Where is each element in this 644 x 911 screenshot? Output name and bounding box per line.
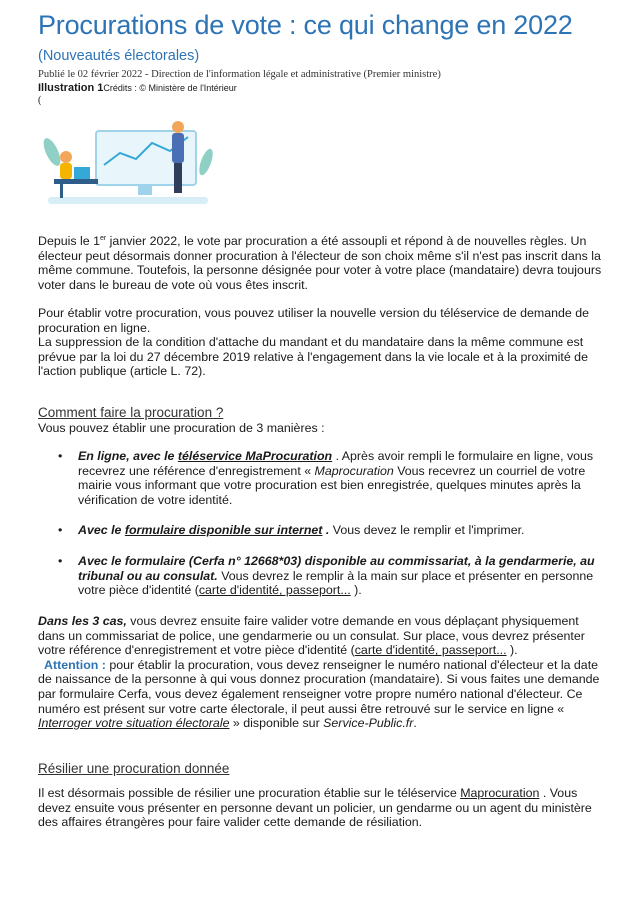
section-heading-resilier: Résilier une procuration donnée: [38, 761, 230, 776]
desk-leg: [60, 184, 63, 198]
ground-shadow: [48, 197, 208, 204]
resilier-paragraph: Il est désormais possible de résilier une procuration établie sur le téléservice Maprocuration . Vous devez ensuite vous présenter en personne devant un policier, un gendarme ou un agent du ministère des affaires étrangères pour faire valider cette demande de résiliation.: [38, 786, 592, 830]
service-public-site: Service-Public.fr: [323, 716, 414, 731]
electoral-situation-link[interactable]: Interroger votre situation électorale: [38, 716, 230, 731]
leaf-left: [40, 136, 64, 168]
procuration-methods-list: [40, 449, 610, 614]
sitting-person-body: [60, 163, 72, 179]
online-form-link[interactable]: formulaire disponible sur internet: [124, 523, 323, 538]
id-documents-link[interactable]: carte d'identité, passeport...: [198, 583, 351, 598]
list-item: • Avec le formulaire (Cerfa n° 12668*03) disponible au commissariat, à la gendarmerie, au tribunal ou au consulat. Vous devrez le remplir à la main sur place et présenter en personne votre pièce d'identité (carte d'identité, passeport... ).: [58, 553, 595, 598]
bullet-dot: •: [58, 523, 63, 538]
standing-person-body: [172, 133, 184, 163]
maprocuration-link[interactable]: Maprocuration: [460, 786, 540, 800]
intro-paragraphs-2-3: [38, 306, 608, 379]
bullet-dot: •: [58, 449, 63, 463]
screen-stand: [138, 185, 152, 195]
publication-line: Publié le 02 février 2022 - Direction de l'information légale et administrative (Premier ministre): [38, 69, 441, 80]
leaf-right: [197, 147, 216, 177]
illustration-label: Illustration 1: [38, 82, 104, 94]
sitting-person-head: [60, 151, 72, 163]
illustration-caption: [38, 82, 237, 94]
list-item: • Avec le formulaire disponible sur internet . Vous devez le remplir et l'imprimer.: [58, 523, 525, 538]
laptop: [74, 167, 90, 179]
standing-person-legs: [174, 163, 182, 193]
section-heading-procuration: Comment faire la procuration ?: [38, 405, 224, 420]
all-cases-paragraph: Dans les 3 cas, vous devrez ensuite faire valider votre demande en vous déplaçant physiquement dans un commissariat de police, une gendarmerie ou un consulat. Sur place, vous devrez présenter votre référence d'enregistrement et votre pièce d'identité (carte d'identité, passeport... ). Attention : pour établir la procuration, vous devez renseigner le numéro national d'électeur et la date de naissance de la personne à qui vous donnez procuration (mandataire). Si vous faites une demande par formulaire Cerfa, vous devez également renseigner votre propre numéro national d'électeur. Ce numéro est présent sur votre carte électorale, il peut aussi être retrouvé sur le service en ligne « Interroger votre situation électorale » disponible sur Service-Public.fr.: [38, 614, 600, 731]
intro-paragraph-1: Depuis le 1er janvier 2022, le vote par procuration a été assoupli et répond à de nouvelles règles. Un électeur peut désormais donner procuration à l'électeur de son choix même s'il n'est pas inscrit dans la même commune. Toutefois, la personne désignée pour voter à votre place (mandataire) devra toujours voter dans le bureau de vote où vous êtes inscrit.: [38, 234, 602, 292]
section1-lead: Vous pouvez établir une procuration de 3 manières :: [38, 421, 325, 435]
list-item: • En ligne, avec le téléservice MaProcuration . Après avoir rempli le formulaire en ligne, vous recevrez une référence d'enregistrement « Maprocuration Vous recevrez un courriel de votre mairie vous informant que votre procuration est bien enregistrée, quelques minutes après la vérification de votre identité.: [58, 449, 594, 507]
illustration-credits: Crédits : © Ministère de l'Intérieur: [103, 83, 237, 93]
voting-illustration: [38, 117, 216, 207]
standing-person-head: [172, 121, 184, 133]
teleservice-link[interactable]: téléservice MaProcuration: [177, 449, 333, 463]
bullet-dot: •: [58, 553, 63, 568]
open-paren: (: [38, 95, 42, 106]
page-subtitle: (Nouveautés électorales): [38, 48, 200, 64]
page-title: Procurations de vote : ce qui change en 2022: [38, 10, 573, 40]
intro-paragraph-3: La suppression de la condition d'attache du mandant et du mandataire dans la même commune est prévue par la loi du 27 décembre 2019 relative à l'engagement dans la vie locale et à la proximité de l'action publique (article L. 72).: [38, 335, 588, 379]
id-documents-link-2[interactable]: carte d'identité, passeport...: [354, 643, 507, 658]
desk: [54, 179, 98, 184]
attention-label: Attention :: [44, 657, 106, 672]
intro-paragraph-2: Pour établir votre procuration, vous pouvez utiliser la nouvelle version du téléservice de demande de procuration en ligne.: [38, 306, 590, 335]
